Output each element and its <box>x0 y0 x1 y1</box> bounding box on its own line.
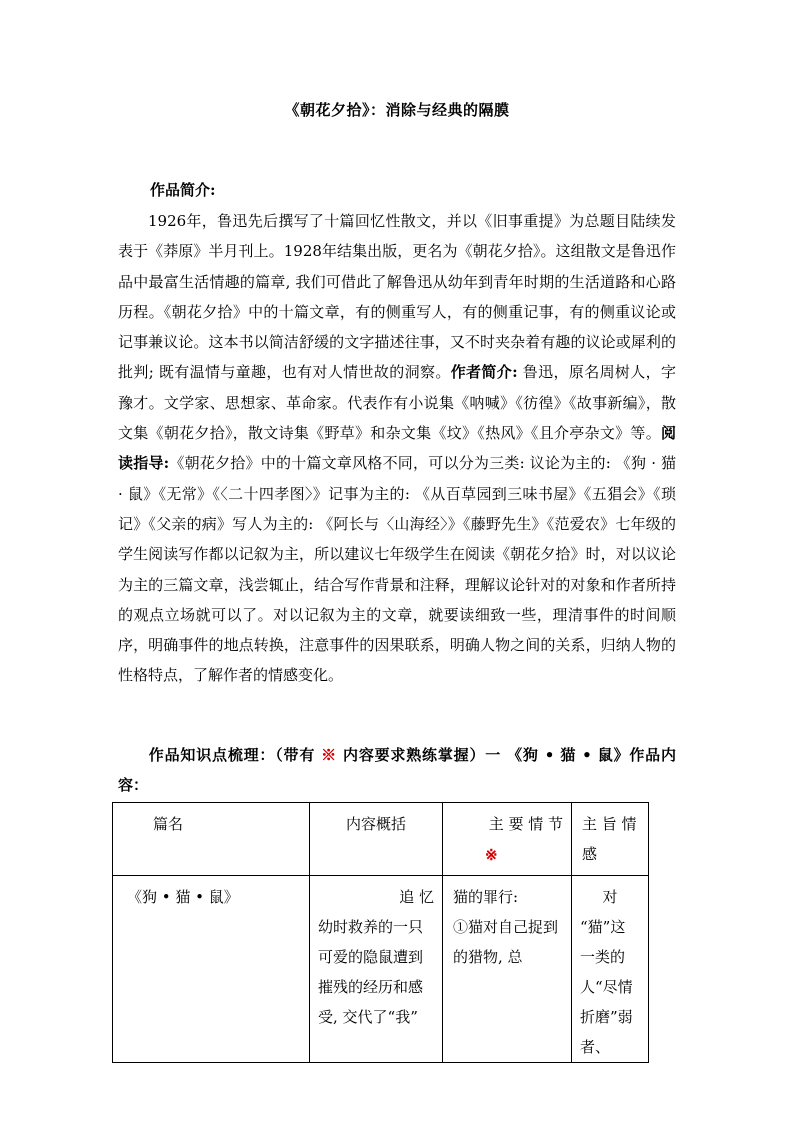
guide-text: 《朝花夕拾》中的十篇文章风格不同，可以分为三类: 议论为主的: 《狗 · 猫 · 鼠》《无常》《〈二十四孝图〉》记事为主的: 《从百草园到三味书屋》《五猖会》《琐记》《父亲的病》写人为主的: 《阿长与〈山海经〉》《藤野先生》《范爱农》七年级的学生阅读写作都以记叙为主，所以建议七年级学生在阅读《朝花夕拾》时，对以议论为主的三篇文章，浅尝辄止，结合写作背景和注释，理解议论针对的对象和作者所持的观点立场就可以了。对以记叙为主的文章，就要读细致一些，理清事件的时间顺序，明确事件的地点转换，注意事件的因果联系，明确人物之间的关系，归纳人物的性格特点，了解作者的情感变化。 <box>118 454 676 685</box>
header-cell-title <box>113 803 310 876</box>
row-cell-summary <box>310 876 443 1063</box>
row-theme-rest: “猫”这一类的人“尽情折磨”弱者、 <box>580 918 633 1056</box>
header-cell-summary <box>310 803 443 876</box>
header-plot <box>443 803 571 845</box>
row-summary <box>310 876 442 1032</box>
row-title: 《狗 • 猫 • 鼠》 <box>127 888 239 906</box>
guide-label: 阅读指导: <box>118 424 676 473</box>
row-plot-first: 猫的罪行: <box>453 888 519 906</box>
author-label: 作者简介: <box>450 363 518 382</box>
reference-mark: ※ <box>321 746 337 764</box>
row-cell-theme <box>572 876 649 1063</box>
intro-label: 作品简介: <box>150 181 216 199</box>
row-theme-first: 对 <box>602 888 618 906</box>
author-text: 鲁迅，原名周树人，字豫才。文学家、思想家、革命家。代表作有小说集《呐喊》《彷徨》《故事新编》，散文集《朝花夕拾》，散文诗集《野草》和杂文集《坟》《热风》《且介亭杂文》等。 <box>118 363 676 443</box>
row-summary-first: 追 忆 <box>399 888 434 906</box>
document-title: 《朝花夕拾》：消除与经典的隔膜 <box>284 101 510 119</box>
row-cell-plot <box>443 876 572 1063</box>
row-plot <box>443 876 571 972</box>
header-plot-mark-wrap <box>443 845 571 871</box>
knowledge-heading <box>118 740 676 800</box>
intro-text: 1926年，鲁迅先后撰写了十篇回忆性散文，并以《旧事重提》为总题目陆续发表于《莽原》半月刊上。1928年结集出版，更名为《朝花夕拾》。这组散文是鲁迅作品中最富生活情趣的篇章, 我们可借此了解鲁迅从幼年到青年时期的生活道路和心路历程。《朝花夕拾》中的十篇文章，有的侧重写人，有的侧重记事，有的侧重议论或记事兼议论。这本书以简洁舒缓的文字描述往事，又不时夹杂着有趣的议论或犀利的批判; 既有温情与童趣，也有对人情世故的洞察。 <box>118 212 676 382</box>
header-cell-theme <box>572 803 649 876</box>
knowledge-table <box>112 802 649 1063</box>
row-theme <box>572 876 648 1062</box>
row-plot-rest: ①猫对自己捉到的猎物, 总 <box>453 918 559 966</box>
table-header-row <box>113 803 649 876</box>
table-row <box>113 876 649 1063</box>
row-summary-rest: 幼时救养的一只可爱的隐鼠遭到摧残的经历和感受, 交代了“我” <box>318 918 424 1026</box>
intro-paragraph <box>118 206 676 691</box>
knowledge-part2: 内容要求熟练掌握）一 《狗 • 猫 • 鼠》作品内容： <box>118 746 676 794</box>
header-title: 篇名 <box>153 815 184 833</box>
row-cell-title <box>113 876 310 1063</box>
header-theme: 主 旨 情感 <box>582 815 637 863</box>
knowledge-part1: 作品知识点梳理：（带有 <box>148 746 322 764</box>
header-plot-mark: ※ <box>485 846 498 864</box>
header-cell-plot <box>443 803 572 876</box>
header-plot-label: 主 要 情 节 <box>488 815 563 833</box>
header-summary: 内容概括 <box>346 815 407 833</box>
